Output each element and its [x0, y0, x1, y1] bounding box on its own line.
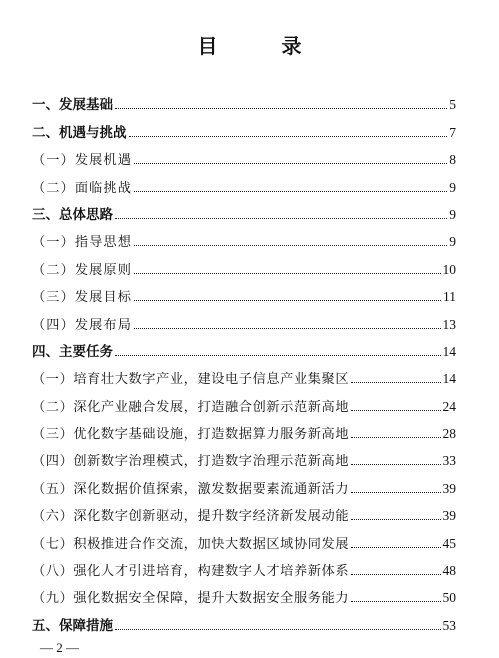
dot-leader [115, 108, 447, 109]
toc-entry-page-number: 7 [449, 124, 456, 140]
dot-leader [134, 300, 441, 301]
dot-leader [134, 245, 447, 246]
toc-entry-label: （九）强化数据安全保障，提升大数据安全服务能力 [32, 591, 350, 607]
page-number-footer: — 2 — [40, 640, 79, 655]
toc-entry[interactable] [32, 579, 456, 606]
toc-entry[interactable] [32, 415, 456, 442]
toc-entry-page-number: 9 [449, 179, 456, 195]
toc-entry-page-number: 5 [449, 97, 456, 113]
toc-entry[interactable] [32, 469, 456, 496]
toc-entry-page-number: 28 [442, 426, 456, 442]
toc-entry[interactable] [32, 223, 456, 250]
dot-leader [351, 547, 440, 548]
toc-entry[interactable] [32, 387, 456, 414]
page-title: 目 录 [197, 34, 324, 58]
toc-entry-label: （四）发展布局 [32, 317, 133, 333]
toc-entry[interactable] [32, 497, 456, 524]
toc-entry-label: （一）培育壮大数字产业，建设电子信息产业集聚区 [32, 372, 350, 388]
dot-leader [115, 355, 441, 356]
toc-entry-label: 三、总体思路 [32, 206, 113, 223]
dot-leader [129, 136, 448, 137]
dot-leader [134, 163, 447, 164]
toc-entry-page-number: 14 [442, 343, 456, 359]
toc-entry-page-number: 39 [442, 508, 456, 524]
toc-entry[interactable] [32, 360, 456, 387]
toc-entry-label: （三）发展目标 [32, 290, 133, 306]
toc-entry-label: （四）创新数字治理模式，打造数字治理示范新高地 [32, 454, 350, 470]
dot-leader [134, 328, 440, 329]
toc-entry-label: （二）面临挑战 [32, 180, 133, 196]
toc-entry[interactable] [32, 333, 456, 360]
dot-leader [351, 464, 440, 465]
toc-entry-label: （五）深化数据价值探索，激发数据要素流通新活力 [32, 481, 350, 497]
toc-entry-page-number: 50 [442, 590, 456, 606]
dot-leader [351, 492, 440, 493]
toc-entry-page-number: 11 [443, 289, 456, 305]
toc-entry-page-number: 53 [442, 617, 456, 633]
toc-entry[interactable] [32, 168, 456, 195]
dot-leader [115, 218, 447, 219]
toc-entry-label: （六）深化数字创新驱动，提升数字经济新发展动能 [32, 509, 350, 525]
dot-leader [351, 601, 440, 602]
toc-entry[interactable] [32, 305, 456, 332]
dot-leader [134, 273, 440, 274]
toc-entry-page-number: 8 [449, 152, 456, 168]
dot-leader [351, 410, 440, 411]
toc-entry-label: （三）优化数字基础设施，打造数据算力服务新高地 [32, 427, 350, 443]
dot-leader [351, 382, 440, 383]
toc-entry-page-number: 14 [442, 371, 456, 387]
toc-entry-label: 二、机遇与挑战 [32, 124, 127, 141]
toc-entry[interactable] [32, 606, 456, 633]
toc-entry-page-number: 45 [442, 535, 456, 551]
toc-entry-page-number: 10 [442, 261, 456, 277]
dot-leader [351, 519, 440, 520]
toc-entry-label: （二）深化产业融合发展，打造融合创新示范新高地 [32, 399, 350, 415]
toc-entry[interactable] [32, 278, 456, 305]
toc-entry-page-number: 33 [442, 453, 456, 469]
toc-entry-label: 一、发展基础 [32, 97, 113, 114]
toc-entry-label: 四、主要任务 [32, 343, 113, 360]
toc-entry-label: （二）发展原则 [32, 262, 133, 278]
toc-entry[interactable] [32, 524, 456, 551]
toc-entry-label: （七）积极推进合作交流，加快大数据区域协同发展 [32, 536, 350, 552]
toc-entry-label: 五、保障措施 [32, 617, 113, 634]
toc-entry[interactable] [32, 442, 456, 469]
toc-entry-page-number: 9 [449, 206, 456, 222]
toc-entry[interactable] [32, 552, 456, 579]
dot-leader [115, 629, 441, 630]
toc-entry[interactable] [32, 196, 456, 223]
toc-entry-page-number: 48 [442, 563, 456, 579]
toc-entry[interactable] [32, 113, 456, 140]
dot-leader [134, 191, 447, 192]
toc-entry-label: （一）指导思想 [32, 235, 133, 251]
table-of-contents [32, 86, 456, 634]
toc-entry-label: （一）发展机遇 [32, 153, 133, 169]
dot-leader [351, 574, 440, 575]
toc-entry-page-number: 9 [449, 234, 456, 250]
toc-entry-page-number: 39 [442, 480, 456, 496]
toc-entry-page-number: 13 [442, 316, 456, 332]
dot-leader [351, 437, 440, 438]
toc-entry[interactable] [32, 86, 456, 113]
toc-entry[interactable] [32, 141, 456, 168]
toc-entry-page-number: 24 [442, 398, 456, 414]
toc-entry[interactable] [32, 250, 456, 277]
toc-entry-label: （八）强化人才引进培育，构建数字人才培养新体系 [32, 564, 350, 580]
